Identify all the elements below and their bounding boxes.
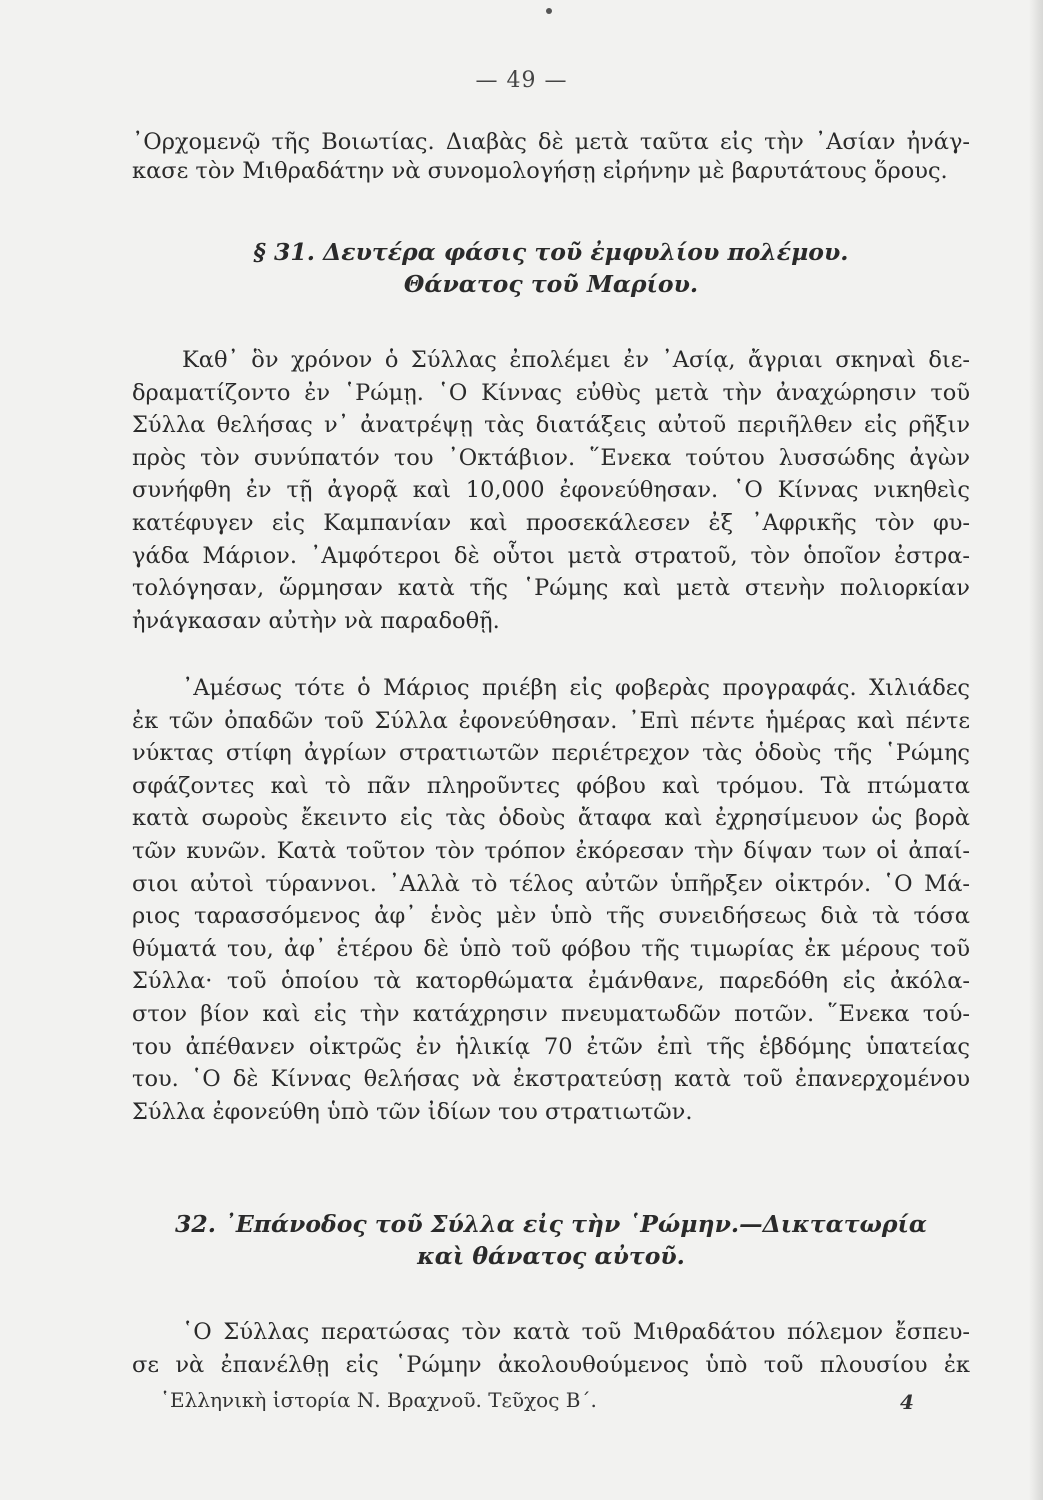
- ink-speck: [546, 8, 552, 14]
- text-line: σφάζοντες καὶ τὸ πᾶν πληροῦντες φόβου καὶ τρόμου. Τὰ πτώματα: [132, 772, 970, 799]
- text-line: δραματίζοντο ἐν ῾Ρώμῃ. ῾Ο Κίννας εὐθὺς μετὰ τὴν ἀναχώρησιν τοῦ: [132, 379, 970, 406]
- text-line: Σύλλα· τοῦ ὁποίου τὰ κατορθώματα ἐμάνθανε, παρεδόθη εἰς ἀκόλα-: [132, 968, 970, 995]
- paragraph-2: [132, 672, 970, 1128]
- text-line: Σύλλα ἐφονεύθη ὑπὸ τῶν ἰδίων του στρατιωτῶν.: [132, 1098, 693, 1125]
- text-line: ἐκ τῶν ὀπαδῶν τοῦ Σύλλα ἐφονεύθησαν. ᾿Επὶ πέντε ἡμέρας καὶ πέντε: [132, 707, 970, 734]
- text-line: συνήφθη ἐν τῇ ἀγορᾷ καὶ 10,000 ἐφονεύθησαν. ῾Ο Κίννας νικηθεὶς: [132, 477, 970, 504]
- text-line: ᾿Ορχομενῷ τῆς Βοιωτίας. Διαβὰς δὲ μετὰ ταῦτα εἰς τὴν ᾿Ασίαν ἠνάγ-: [132, 129, 970, 155]
- section-32-title-line1: 32. ᾿Επάνοδος τοῦ Σύλλα εἰς τὴν ῾Ρώμην.—Δικτατωρία: [175, 1210, 927, 1238]
- section-31-title-line2: Θάνατος τοῦ Μαρίου.: [403, 270, 699, 298]
- section-31-heading: [132, 236, 970, 300]
- section-32-heading: [132, 1208, 970, 1272]
- intro-paragraph: [132, 128, 970, 185]
- paragraph-3: [132, 1316, 970, 1381]
- footer-signature-number: 4: [900, 1390, 914, 1414]
- text-line: του. ῾Ο δὲ Κίννας θελήσας νὰ ἐκστρατεύσῃ κατὰ τοῦ ἐπανερχομένου: [132, 1066, 970, 1093]
- footer-book-title: ῾Ελληνικὴ ἱστορία Ν. Βραχνοῦ. Τεῦχος Β΄.: [160, 1388, 597, 1412]
- text-line: θύματά του, ἀφ᾿ ἑτέρου δὲ ὑπὸ τοῦ φόβου τῆς τιμωρίας ἐκ μέρους τοῦ: [132, 935, 970, 962]
- text-line: τολόγησαν, ὥρμησαν κατὰ τῆς ῾Ρώμης καὶ μετὰ στενὴν πολιορκίαν: [132, 575, 970, 602]
- text-line: ριος ταρασσόμενος ἀφ᾿ ἑνὸς μὲν ὑπὸ τῆς συνειδήσεως διὰ τὰ τόσα: [132, 903, 970, 930]
- text-line: ἠνάγκασαν αὐτὴν νὰ παραδοθῇ.: [132, 607, 500, 634]
- text-line: στον βίον καὶ εἰς τὴν κατάχρησιν πνευματωδῶν ποτῶν. ῞Ενεκα τού-: [132, 1000, 970, 1027]
- section-31-title-line1: § 31. Δευτέρα φάσις τοῦ ἐμφυλίου πολέμου.: [253, 238, 849, 266]
- text-line: Καθ᾿ ὃν χρόνον ὁ Σύλλας ἐπολέμει ἐν ᾿Ασίᾳ, ἄγριαι σκηναὶ διε-: [182, 347, 970, 373]
- page-number: — 49 —: [475, 68, 568, 93]
- text-line: κασε τὸν Μιθραδάτην νὰ συνομολογήσῃ εἰρήνην μὲ βαρυτάτους ὅρους.: [132, 157, 948, 184]
- text-line: σιοι αὐτοὶ τύραννοι. ᾿Αλλὰ τὸ τέλος αὐτῶν ὑπῆρξεν οἰκτρόν. ῾Ο Μά-: [132, 870, 970, 897]
- paragraph-1: [132, 344, 970, 637]
- text-line: τῶν κυνῶν. Κατὰ τοῦτον τὸν τρόπον ἐκόρεσαν τὴν δίψαν των οἱ ἀπαί-: [132, 837, 970, 864]
- text-line: ᾿Αμέσως τότε ὁ Μάριος πριέβη εἰς φοβερὰς προγραφάς. Χιλιάδες: [182, 675, 970, 701]
- section-32-title-line2: καὶ θάνατος αὐτοῦ.: [417, 1242, 685, 1270]
- page-edge-shadow: [1029, 0, 1043, 1500]
- text-line: γάδα Μάριον. ᾿Αμφότεροι δὲ οὗτοι μετὰ στρατοῦ, τὸν ὁποῖον ἐστρα-: [132, 542, 970, 569]
- text-line: του ἀπέθανεν οἰκτρῶς ἐν ἡλικίᾳ 70 ἐτῶν ἐπὶ τῆς ἑβδόμης ὑπατείας: [132, 1033, 970, 1060]
- text-line: σε νὰ ἐπανέλθῃ εἰς ῾Ρώμην ἀκολουθούμενος ὑπὸ τοῦ πλουσίου ἐκ: [132, 1351, 970, 1378]
- text-line: πρὸς τὸν συνύπατόν του ᾿Οκτάβιον. ῞Ενεκα τούτου λυσσώδης ἀγὼν: [132, 444, 970, 471]
- text-line: κατὰ σωροὺς ἔκειντο εἰς τὰς ὁδοὺς ἄταφα καὶ ἐχρησίμευον ὡς βορὰ: [132, 805, 970, 832]
- text-line: νύκτας στίφη ἀγρίων στρατιωτῶν περιέτρεχον τὰς ὁδοὺς τῆς ῾Ρώμης: [132, 740, 970, 767]
- text-line: ῾Ο Σύλλας περατώσας τὸν κατὰ τοῦ Μιθραδάτου πόλεμον ἔσπευ-: [182, 1319, 970, 1345]
- text-line: κατέφυγεν εἰς Καμπανίαν καὶ προσεκάλεσεν ἐξ ᾿Αφρικῆς τὸν φυ-: [132, 509, 970, 536]
- text-line: Σύλλα θελήσας ν᾿ ἀνατρέψῃ τὰς διατάξεις αὐτοῦ περιῆλθεν εἰς ρῆξιν: [132, 412, 970, 439]
